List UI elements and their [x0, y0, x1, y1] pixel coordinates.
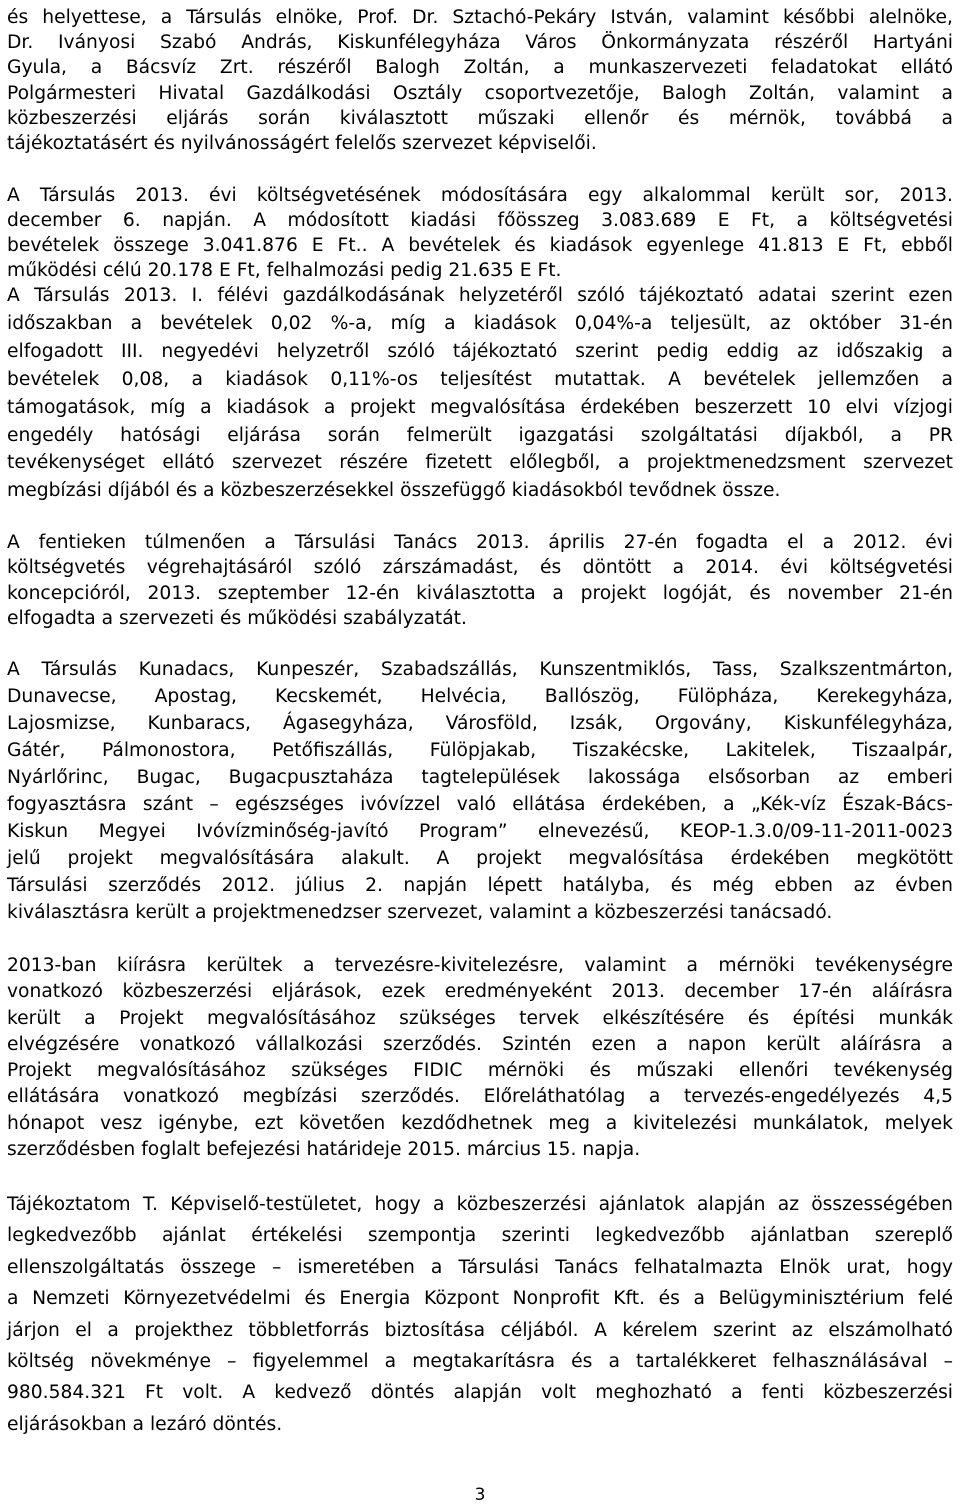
text-line: támogatások, míg a kiadások a projekt megvalósítása érdekében beszerzett 10 elvi vízjogi [7, 396, 953, 418]
text-line: Nyárlőrinc, Bugac, Bugacpusztaháza tagtelepülések lakossága elsősorban az emberi [7, 767, 953, 788]
text-line: engedély hatósági eljárása során felmerült igazgatási szolgáltatási díjakból, a PR [7, 424, 953, 446]
text-line: legkedvezőbb ajánlat értékelési szempontja szerinti legkedvezőbb ajánlatban szereplő [7, 1225, 953, 1247]
text-line: hónapot vesz igénybe, ezt követően kezdődhetnek meg a kivitelezési munkálatok, melyek [7, 1112, 953, 1134]
text-line: a Nemzeti Környezetvédelmi és Energia Központ Nonprofit Kft. és a Belügyminisztérium felé [7, 1288, 953, 1310]
text-line: Projekt megvalósításához szükséges FIDIC mérnöki és műszaki ellenőri tevékenység [7, 1060, 953, 1082]
text-line: szerződésben foglalt befejezési határideje 2015. március 15. napja. [7, 1139, 641, 1161]
text-line: Polgármesteri Hivatal Gazdálkodási Osztály csoportvezetője, Balogh Zoltán, valamint a [7, 82, 953, 104]
text-line: fogyasztásra szánt – egészséges ivóvízzel való ellátása érdekében, a „Kék-víz Észak-Bács- [7, 794, 953, 815]
page-number: 3 [474, 1485, 486, 1505]
paragraph [7, 5, 953, 156]
text-line: költségvetés végrehajtásáról szóló zárszámadást, és döntött a 2014. évi költségvetési [7, 557, 953, 579]
text-line: Dr. Iványosi Szabó András, Kiskunfélegyháza Város Önkormányzata részéről Hartyáni [7, 32, 953, 54]
text-line: működési célú 20.178 E Ft, felhalmozási pedig 21.635 E Ft. [7, 260, 562, 281]
text-line: A fentieken túlmenően a Társulási Tanács 2013. április 27-én fogadta el a 2012. évi [7, 532, 953, 553]
text-line: ellátására vonatkozó megbízási szerződés. Előreláthatólag a tervezés-engedélyezés 4,5 [7, 1086, 953, 1108]
text-line: jelű projekt megvalósítására alakult. A projekt megvalósítása érdekében megkötött [7, 848, 953, 869]
text-line: Társulási szerződés 2012. július 2. napján lépett hatályba, és még ebben az évben [7, 875, 953, 896]
text-line: A Társulás 2013. évi költségvetésének módosítására egy alkalommal került sor, 2013. [7, 185, 953, 206]
text-line: Lajosmizse, Kunbaracs, Ágasegyháza, Városföld, Izsák, Orgovány, Kiskunfélegyháza, [7, 713, 953, 734]
text-line: tájékoztatásért és nyilvánosságért felelős szervezet képviselői. [7, 133, 597, 155]
text-line: A Társulás 2013. I. félévi gazdálkodásának helyzetéről szóló tájékoztató adatai szerint ezen [7, 285, 953, 306]
text-line: kiválasztásra került a projektmenedzser szervezet, valamint a közbeszerzési tanácsadó. [7, 902, 833, 923]
text-line: bevételek összege 3.041.876 E Ft.. A bevételek és kiadások egyenlege 41.813 E Ft, ebből [7, 235, 953, 256]
text-line: Tájékoztatom T. Képviselő-testületet, hogy a közbeszerzési ajánlatok alapján az összességében [7, 1194, 953, 1215]
text-line: megbízási díjából és a közbeszerzésekkel összefüggő kiadásokból tevődnek össze. [7, 480, 781, 502]
text-line: és helyettese, a Társulás elnöke, Prof. Dr. Sztachó-Pekáry István, valamint későbbi alelnöke, [7, 7, 953, 28]
text-line: Gyula, a Bácsvíz Zrt. részéről Balogh Zoltán, a munkaszervezeti feladatokat ellátó [7, 57, 953, 79]
paragraph [7, 953, 953, 1163]
text-line: vonatkozó közbeszerzési eljárások, ezek eredményeként 2013. december 17-én aláírásra [7, 981, 953, 1003]
text-line: A Társulás Kunadacs, Kunpeszér, Szabadszállás, Kunszentmiklós, Tass, Szalkszentmárton, [7, 659, 953, 680]
text-line: Kiskun Megyei Ivóvízminőség-javító Program” elnevezésű, KEOP-1.3.0/09-11-2011-0023 [7, 821, 953, 842]
text-line: ellenszolgáltatás összege – ismeretében a Társulási Tanács felhatalmazta Elnök urat, hogy [7, 1256, 953, 1278]
text-line: elvégzésére vonatkozó vállalkozási szerződés. Szintén ezen a napon került aláírásra a [7, 1033, 953, 1055]
text-line: koncepcióról, 2013. szeptember 12-én kiválasztotta a projekt logóját, és november 21-én [7, 582, 953, 604]
paragraph [7, 656, 953, 926]
text-line: Gátér, Pálmonostora, Petőfiszállás, Fülöpjakab, Tiszakécske, Lakitelek, Tiszaalpár, [7, 740, 953, 761]
text-line: elfogadta a szervezeti és működési szabályzatát. [7, 608, 467, 630]
paragraph [7, 530, 953, 632]
text-line: eljárásokban a lezáró döntés. [7, 1413, 283, 1435]
text-line: 980.584.321 Ft volt. A kedvező döntés alapján volt meghozható a fenti közbeszerzési [7, 1382, 953, 1404]
text-line: került a Projekt megvalósításához szükséges tervek elkészítésére és építési munkák [7, 1007, 953, 1029]
text-line: december 6. napján. A módosított kiadási főösszeg 3.083.689 E Ft, a költségvetési [7, 210, 953, 231]
paragraph [7, 1189, 953, 1440]
text-line: 2013-ban kiírásra kerültek a tervezésre-kivitelezésre, valamint a mérnöki tevékenységre [7, 955, 953, 976]
text-line: Dunavecse, Apostag, Kecskemét, Helvécia, Ballószög, Fülöpháza, Kerekegyháza, [7, 686, 953, 707]
text-line: költség növekménye – figyelemmel a megtakarításra és a tartalékkeret felhasználásával – [7, 1351, 953, 1373]
paragraph [7, 282, 953, 505]
text-line: járjon el a projekthez többletforrás biztosítása céljából. A kérelem szerint az elszámolható [7, 1319, 953, 1341]
paragraph [7, 183, 953, 283]
text-line: tevékenységet ellátó szervezet részére fizetett előlegből, a projektmenedzsment szervezet [7, 452, 953, 474]
text-line: bevételek 0,08, a kiadások 0,11%-os teljesítést mutattak. A bevételek jellemzően a [7, 368, 953, 390]
text-line: időszakban a bevételek 0,02 %-a, míg a kiadások 0,04%-a teljesült, az október 31-én [7, 312, 953, 334]
text-line: közbeszerzési eljárás során kiválasztott műszaki ellenőr és mérnök, továbbá a [7, 107, 953, 129]
text-line: elfogadott III. negyedévi helyzetről szóló tájékoztató szerint pedig eddig az időszakig a [7, 340, 953, 362]
